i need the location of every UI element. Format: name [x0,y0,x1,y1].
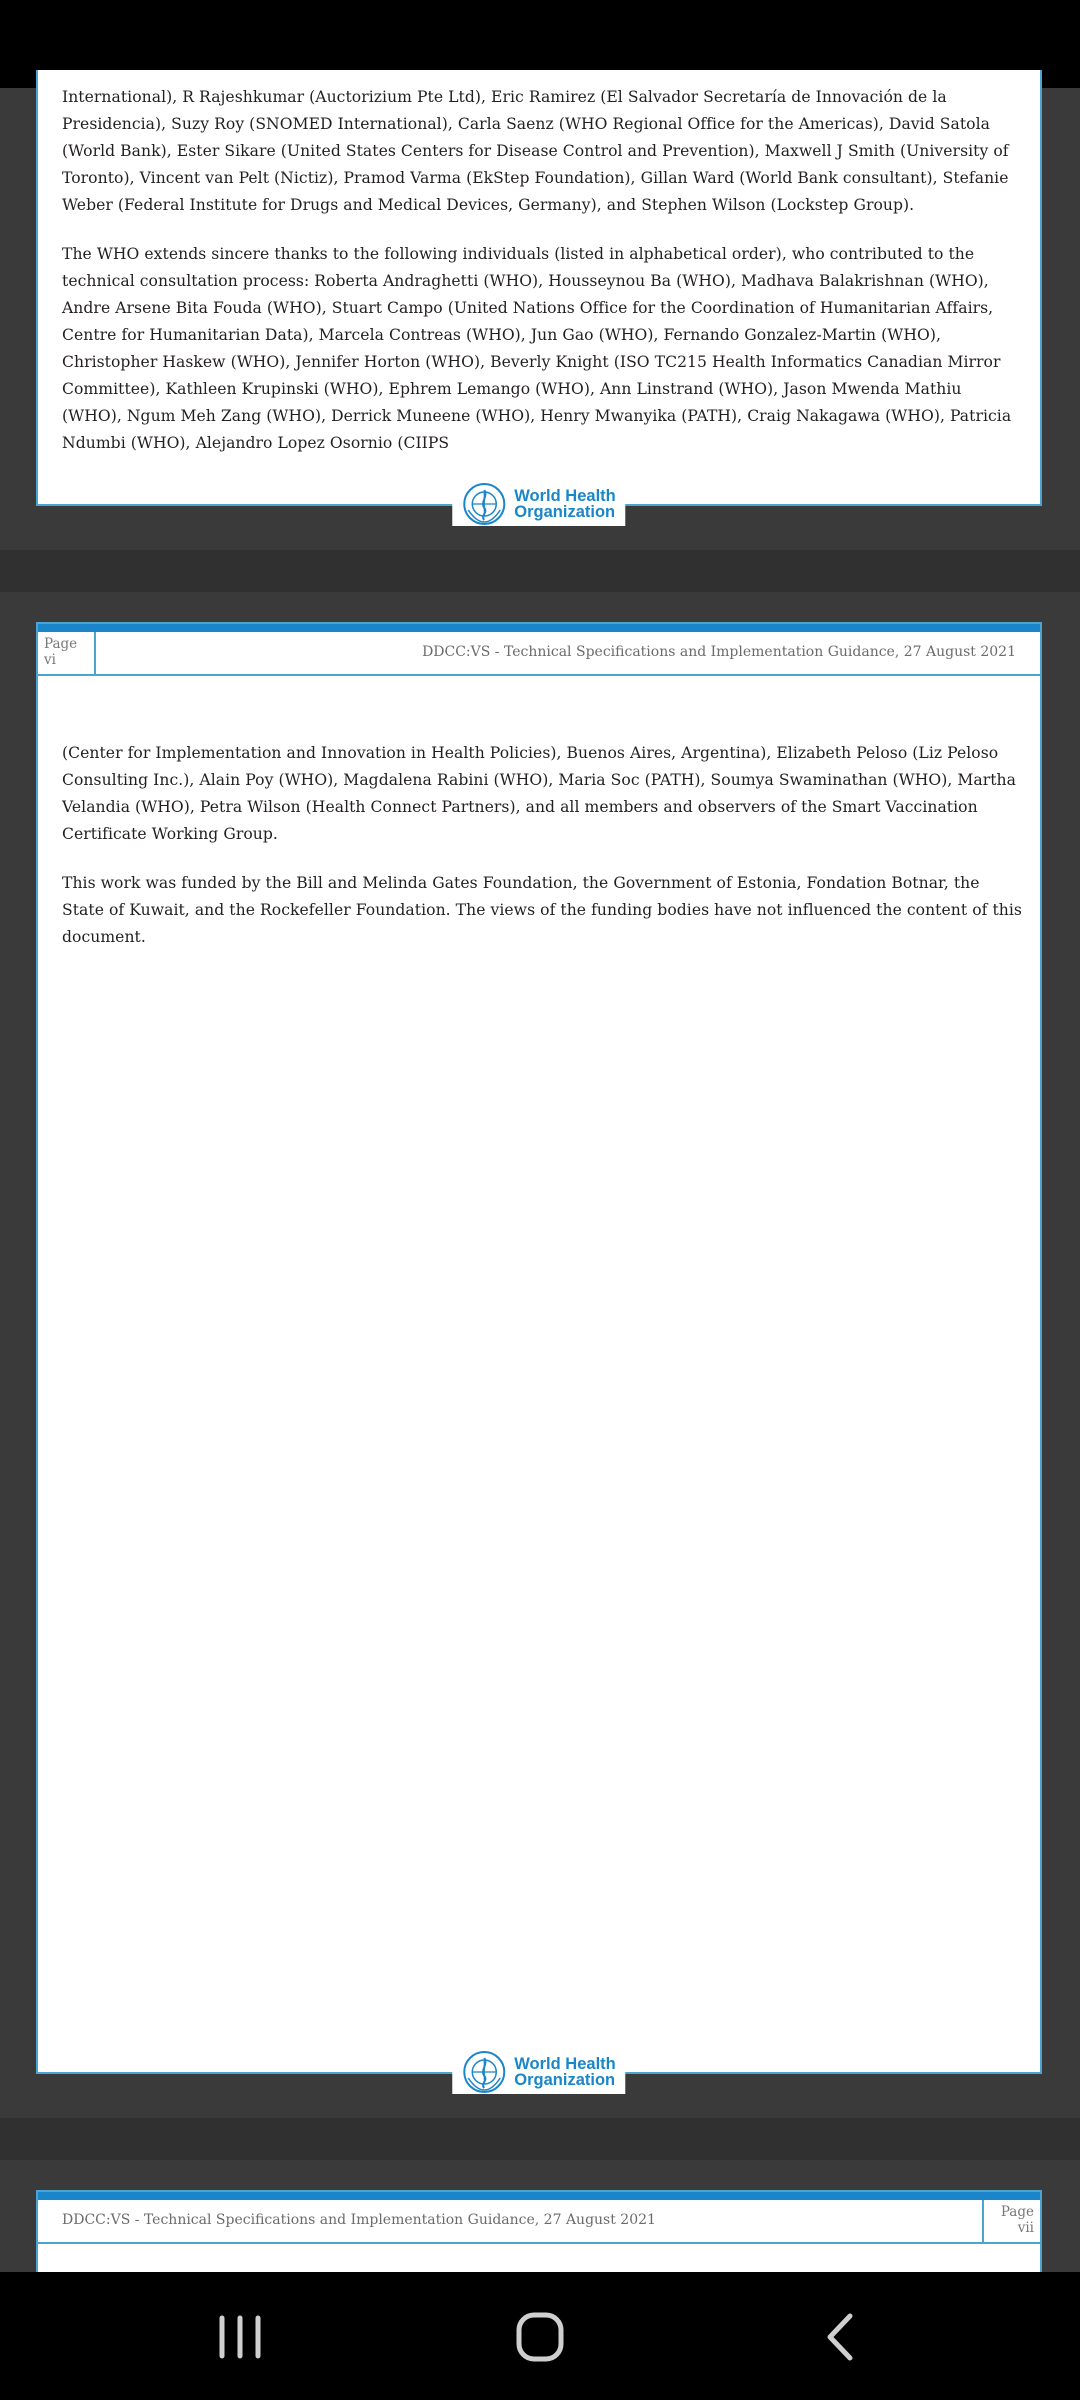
page-header [38,632,1040,676]
who-logo [452,482,625,526]
back-icon[interactable] [812,2312,872,2362]
paragraph: The WHO extends sincere thanks to the following individuals (listed in alphabetical order), who contributed to the technical consultation process: Roberta Andraghetti (WHO), Housseynou Ba (WHO), Madhava Balakrishnan (WHO), Andre Arsene Bita Fouda (WHO), Stuart Campo (United Nations Office for the Coordination of Humanitarian Affairs, Centre for Humanitarian Data), Marcela Contreas (WHO), Jun Gao (WHO), Fernando Gonzalez-Martin (WHO), Christopher Haskew (WHO), Jennifer Horton (WHO), Beverly Knight (ISO TC215 Health Informatics Canadian Mirror Committee), Kathleen Krupinski (WHO), Ephrem Lemango (WHO), Ann Linstrand (WHO), Jason Mwenda Mathiu (WHO), Ngum Meh Zang (WHO), Derrick Muneene (WHO), Henry Mwanyika (PATH), Craig Nakagawa (WHO), Patricia Ndumbi (WHO), Alejandro Lopez Osornio (CIIPS [62,245,1012,452]
organization-name: World Health Organization [514,2055,616,2089]
page-body [62,740,1022,973]
header-band [38,624,1040,632]
page-number-box: Page vii [982,2200,1040,2242]
organization-name: World Health Organization [514,487,616,521]
recents-icon[interactable] [210,2312,270,2362]
page-header [38,2200,1040,2244]
page-number-box: Page vi [38,632,96,674]
document-page-vi [36,622,1042,2089]
paragraph: This work was funded by the Bill and Melinda Gates Foundation, the Government of Estonia, Fondation Botnar, the State of Kuwait, and the Rockefeller Foundation. The views of the funding bodies have not influenced the content of this document. [62,874,1022,946]
page-body [62,84,1022,479]
page-separator [0,2118,1080,2160]
navigation-bar [0,2272,1080,2400]
document-title: DDCC:VS - Technical Specifications and Implementation Guidance, 27 August 2021 [62,2212,656,2228]
document-page-prev [36,70,1042,521]
header-band [38,2192,1040,2200]
home-icon[interactable] [510,2312,570,2362]
who-logo [452,2050,625,2094]
document-title: DDCC:VS - Technical Specifications and Implementation Guidance, 27 August 2021 [422,644,1016,660]
who-emblem-icon [462,2050,506,2094]
page-separator [0,550,1080,592]
paragraph: (Center for Implementation and Innovation in Health Policies), Buenos Aires, Argentina), Elizabeth Peloso (Liz Peloso Consulting Inc.), Alain Poy (WHO), Magdalena Rabini (WHO), Maria Soc (PATH), Soumya Swaminathan (WHO), Martha Velandia (WHO), Petra Wilson (Health Connect Partners), and all members and observers of the Smart Vaccination Certificate Working Group. [62,744,1016,843]
who-emblem-icon [462,482,506,526]
paragraph: International), R Rajeshkumar (Auctorizium Pte Ltd), Eric Ramirez (El Salvador Secretaría de Innovación de la Presidencia), Suzy Roy (SNOMED International), Carla Saenz (WHO Regional Office for the Americas), David Satola (World Bank), Ester Sikare (United States Centers for Disease Control and Prevention), Maxwell J Smith (University of Toronto), Vincent van Pelt (Nictiz), Pramod Varma (EkStep Foundation), Gillan Ward (World Bank consultant), Stefanie Weber (Federal Institute for Drugs and Medical Devices, Germany), and Stephen Wilson (Lockstep Group). [62,88,1009,214]
